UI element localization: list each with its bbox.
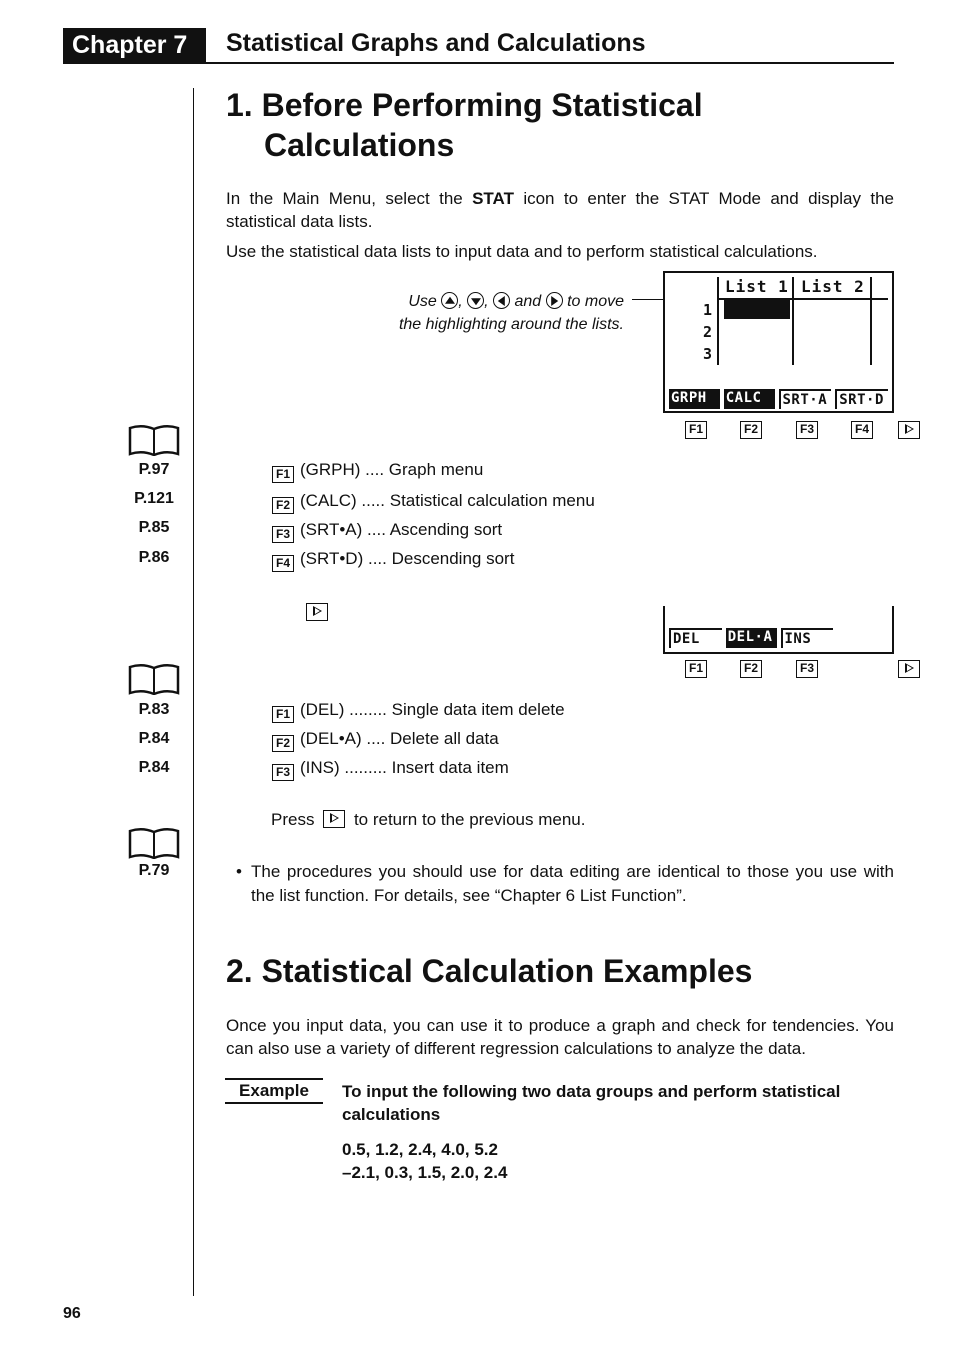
f1-key-icon: F1 bbox=[685, 421, 707, 439]
page-ref: P.121 bbox=[134, 490, 174, 507]
list-col-divider bbox=[717, 277, 719, 365]
softkey-ins[interactable]: INS bbox=[781, 628, 834, 648]
book-icon bbox=[128, 663, 180, 695]
example-label: Example bbox=[225, 1078, 323, 1104]
section2-intro: Once you input data, you can use it to produce a graph and check for tendencies. You can also use a variety of different regression calculations to analyze the data. bbox=[226, 1016, 894, 1058]
menu-item-grph: F1 (GRPH) .... Graph menu bbox=[272, 459, 483, 483]
editing-note: • The procedures you should use for data editing are identical to those you use with the list function. For details, see “Chapter 6 List Function”. bbox=[236, 862, 894, 905]
f1-key-icon: F1 bbox=[685, 660, 707, 678]
softkey-del-a[interactable]: DEL·A bbox=[726, 628, 777, 648]
next-menu-key-icon bbox=[306, 603, 328, 621]
softkey-empty bbox=[837, 628, 888, 648]
page-ref: P.85 bbox=[138, 519, 170, 536]
softkey-calc[interactable]: CALC bbox=[724, 389, 775, 409]
f2-key-icon: F2 bbox=[272, 735, 294, 752]
next-menu-key-icon bbox=[898, 660, 920, 678]
f4-key-icon: F4 bbox=[851, 421, 873, 439]
row-number: 1 bbox=[703, 301, 713, 319]
f3-key-icon: F3 bbox=[272, 526, 294, 543]
softkey-srt-d[interactable]: SRT·D bbox=[835, 389, 888, 409]
next-menu-key-icon bbox=[898, 421, 920, 439]
list-screen bbox=[663, 271, 894, 413]
section1-intro2: Use the statistical data lists to input data and to perform statistical calculations. bbox=[226, 242, 818, 261]
softkey-del[interactable]: DEL bbox=[669, 628, 722, 648]
list-col-divider bbox=[870, 277, 872, 365]
menu-item-srt-d: F4 (SRT•D) .... Descending sort bbox=[272, 548, 514, 572]
row-number: 2 bbox=[703, 323, 713, 341]
f2-key-icon: F2 bbox=[740, 421, 762, 439]
chapter-header bbox=[63, 28, 894, 64]
margin-divider bbox=[193, 88, 194, 1296]
book-icon bbox=[128, 424, 180, 456]
bullet-dot: • bbox=[236, 862, 242, 881]
chapter-title: Statistical Graphs and Calculations bbox=[226, 29, 646, 57]
example-data-2: –2.1, 0.3, 1.5, 2.0, 2.4 bbox=[342, 1163, 508, 1182]
page-ref: P.97 bbox=[138, 461, 170, 478]
f3-key-icon: F3 bbox=[272, 764, 294, 781]
cursor-down-icon bbox=[467, 292, 484, 309]
function-menu bbox=[669, 628, 888, 648]
page-number: 96 bbox=[63, 1305, 81, 1322]
menu-item-del-a: F2 (DEL•A) .... Delete all data bbox=[272, 728, 499, 752]
section2-title: 2. Statistical Calculation Examples bbox=[226, 953, 753, 989]
section1-title-line1: 1. Before Performing Statistical bbox=[226, 87, 703, 123]
page-ref: P.79 bbox=[138, 862, 170, 879]
f1-key-icon: F1 bbox=[272, 466, 294, 483]
cursor-right-icon bbox=[546, 292, 563, 309]
cursor-note-line2: the highlighting around the lists. bbox=[398, 316, 624, 333]
menu-item-calc: F2 (CALC) ..... Statistical calculation menu bbox=[272, 490, 595, 514]
f3-key-icon: F3 bbox=[796, 421, 818, 439]
list-col-divider bbox=[792, 277, 794, 365]
list2-header: List 2 bbox=[801, 277, 865, 296]
stat-keyword: STAT bbox=[472, 189, 514, 208]
softkey-srt-a[interactable]: SRT·A bbox=[779, 389, 832, 409]
row-number: 3 bbox=[703, 345, 713, 363]
cursor-up-icon bbox=[441, 292, 458, 309]
softkey-grph[interactable]: GRPH bbox=[669, 389, 720, 409]
f3-key-icon: F3 bbox=[796, 660, 818, 678]
page-ref: P.86 bbox=[138, 549, 170, 566]
menu-item-ins: F3 (INS) ......... Insert data item bbox=[272, 757, 509, 781]
example-description: To input the following two data groups and perform statistical calculations bbox=[342, 1082, 841, 1124]
page-ref: P.84 bbox=[138, 730, 170, 747]
f2-key-icon: F2 bbox=[272, 497, 294, 514]
highlighted-cell bbox=[724, 299, 790, 319]
edit-menu-screen bbox=[663, 606, 894, 654]
f2-key-icon: F2 bbox=[740, 660, 762, 678]
chapter-label: Chapter 7 bbox=[63, 28, 206, 62]
cursor-note-line1: Use , , and to move bbox=[408, 293, 624, 310]
section1-intro: In the Main Menu, select the STAT icon to enter the STAT Mode and display the statistical data lists. bbox=[226, 189, 894, 231]
menu-item-srt-a: F3 (SRT•A) .... Ascending sort bbox=[272, 519, 502, 543]
list1-header: List 1 bbox=[725, 277, 789, 296]
example-data-1: 0.5, 1.2, 2.4, 4.0, 5.2 bbox=[342, 1140, 498, 1159]
press-return-text: Press to return to the previous menu. bbox=[271, 810, 586, 829]
f4-key-icon: F4 bbox=[272, 555, 294, 572]
menu-item-del: F1 (DEL) ........ Single data item delete bbox=[272, 699, 565, 723]
f1-key-icon: F1 bbox=[272, 706, 294, 723]
page-ref: P.84 bbox=[138, 759, 170, 776]
section1-title-line2: Calculations bbox=[264, 127, 455, 163]
function-menu bbox=[669, 389, 888, 409]
book-icon bbox=[128, 827, 180, 859]
cursor-left-icon bbox=[493, 292, 510, 309]
note-leader-line bbox=[632, 299, 666, 300]
page-ref: P.83 bbox=[138, 701, 170, 718]
return-key-icon bbox=[323, 810, 345, 828]
